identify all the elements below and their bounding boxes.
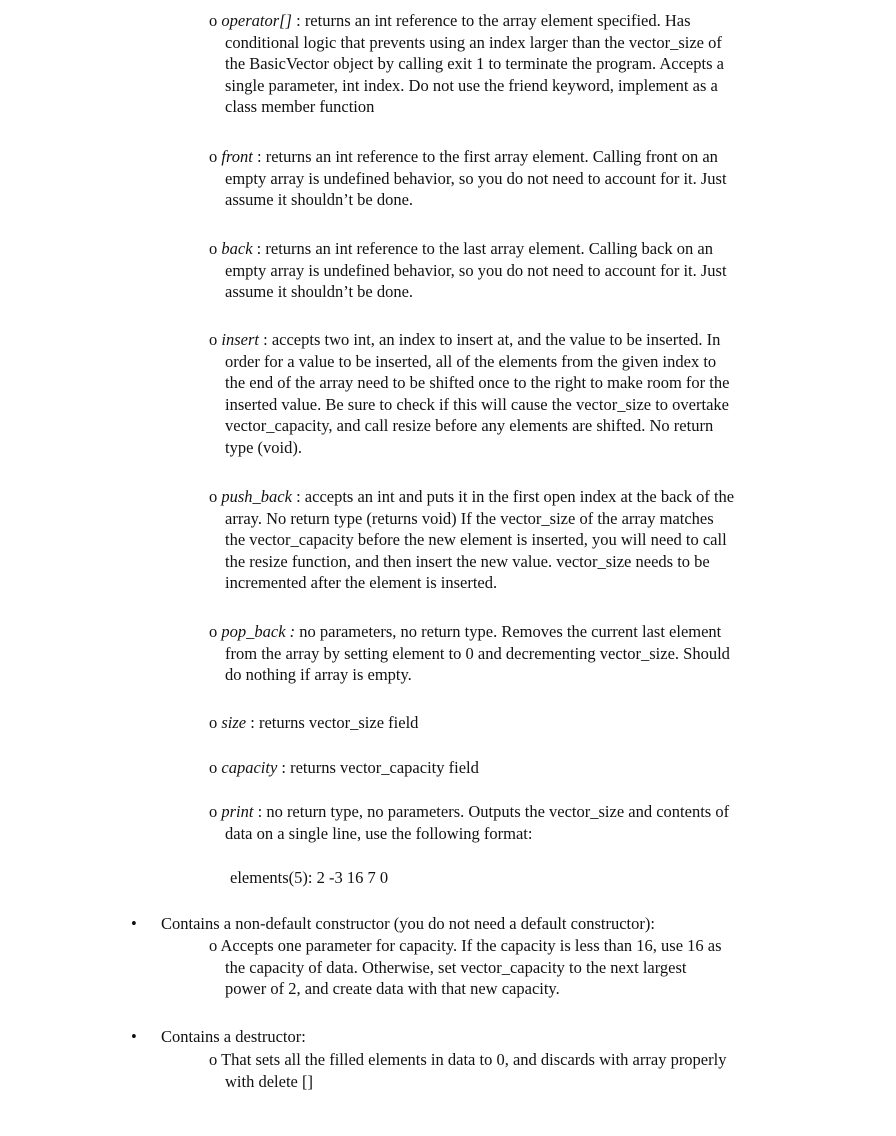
method-item-size (209, 712, 839, 734)
method-name: print (221, 802, 254, 821)
method-line: single parameter, int index. Do not use the friend keyword, implement as a (225, 75, 718, 95)
detail-line: the capacity of data. Otherwise, set vector_capacity to the next largest (225, 957, 687, 977)
method-line: conditional logic that prevents using an index larger than the vector_size of (225, 32, 722, 52)
method-line: the end of the array need to be shifted once to the right to make room for the (225, 373, 730, 392)
method-line: the vector_capacity before the new element is inserted, you will need to call (225, 530, 727, 549)
method-line: o print : no return type, no parameters. Outputs the vector_size and contents of (209, 802, 730, 821)
method-name: front (221, 147, 253, 166)
method-line: empty array is undefined behavior, so you do not need to account for it. Just (225, 168, 727, 188)
sub-bullet-marker: o (209, 758, 218, 777)
method-item-insert (209, 329, 839, 458)
method-name: insert (221, 330, 259, 349)
method-item-push-back (209, 486, 839, 594)
sub-bullet-marker: o (209, 239, 218, 258)
bullet-dot: • (131, 914, 137, 933)
bullet-label: Contains a non-default constructor (you do not need a default constructor): (161, 914, 655, 933)
example-output: elements(5): 2 -3 16 7 0 (230, 868, 389, 887)
method-line: o capacity : returns vector_capacity field (209, 758, 479, 777)
method-line: do nothing if array is empty. (225, 665, 412, 684)
method-line: o push_back : accepts an int and puts it in the first open index at the back of the (209, 487, 735, 506)
sub-bullet-marker: o (209, 1050, 218, 1069)
method-line: the resize function, and then insert the new value. vector_size needs to be (225, 551, 710, 571)
method-line: order for a value to be inserted, all of the elements from the given index to (225, 351, 717, 371)
method-name: operator[] (221, 11, 292, 30)
sub-bullet-marker: o (209, 622, 218, 641)
sub-bullet-marker: o (209, 330, 218, 349)
method-item-print (209, 801, 839, 844)
method-line: o operator[] : returns an int reference to the array element specified. Has (209, 11, 691, 30)
sub-bullet-marker: o (209, 11, 218, 30)
bullet-label: Contains a destructor: (161, 1027, 306, 1046)
sub-bullet-marker: o (209, 713, 218, 732)
method-line: o pop_back : no parameters, no return type. Removes the current last element (209, 622, 722, 641)
detail-line: o That sets all the filled elements in data to 0, and discards with array properly (209, 1050, 727, 1069)
method-item-capacity (209, 757, 839, 779)
method-name: capacity (221, 758, 278, 777)
constructor-detail (209, 935, 839, 1000)
method-line: the BasicVector object by calling exit 1 to terminate the program. Accepts a (225, 54, 724, 73)
method-line: assume it shouldn’t be done. (225, 282, 414, 301)
method-line: class member function (225, 97, 375, 116)
method-line: empty array is undefined behavior, so you do not need to account for it. Just (225, 260, 727, 280)
method-line: vector_capacity, and call resize before any elements are shifted. No return (225, 416, 714, 435)
destructor-detail (209, 1049, 839, 1092)
detail-line: with delete [] (225, 1071, 313, 1091)
method-line: o back : returns an int reference to the last array element. Calling back on an (209, 239, 713, 258)
method-line: o insert : accepts two int, an index to insert at, and the value to be inserted. In (209, 330, 721, 349)
method-line: o front : returns an int reference to the first array element. Calling front on an (209, 147, 718, 166)
detail-line: power of 2, and create data with that new capacity. (225, 979, 560, 998)
method-item-back (209, 238, 839, 303)
method-line: assume it shouldn’t be done. (225, 190, 414, 209)
sub-bullet-marker: o (209, 487, 218, 506)
method-line: from the array by setting element to 0 and decrementing vector_size. Should (225, 643, 730, 663)
method-name: pop_back : (221, 622, 296, 641)
sub-bullet-marker: o (209, 147, 218, 166)
sub-bullet-marker: o (209, 936, 218, 955)
method-line: type (void). (225, 437, 302, 457)
method-name: push_back (221, 487, 292, 506)
method-name: size (221, 713, 247, 732)
bullet-dot: • (131, 1027, 137, 1046)
method-item-front (209, 146, 839, 211)
method-name: back (221, 239, 253, 258)
method-line: incremented after the element is inserted. (225, 573, 498, 592)
method-line: o size : returns vector_size field (209, 713, 419, 732)
method-item-pop-back (209, 621, 839, 686)
detail-line: o Accepts one parameter for capacity. If the capacity is less than 16, use 16 as (209, 936, 722, 955)
sub-bullet-marker: o (209, 802, 218, 821)
method-line: data on a single line, use the following format: (225, 823, 533, 843)
method-line: inserted value. Be sure to check if this will cause the vector_size to overtake (225, 394, 729, 414)
method-item-operator (209, 10, 839, 118)
method-line: array. No return type (returns void) If the vector_size of the array matches (225, 508, 714, 528)
